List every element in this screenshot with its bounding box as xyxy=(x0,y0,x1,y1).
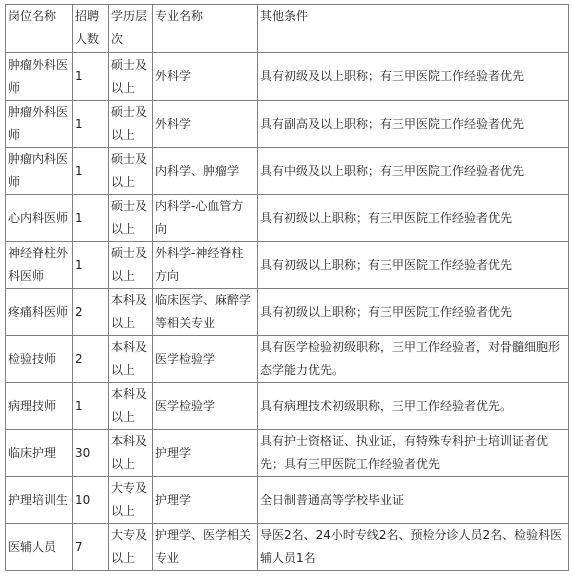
table-header-row xyxy=(6,5,569,53)
education-cell: 大专及以上 xyxy=(109,477,153,524)
table-row xyxy=(6,524,569,571)
conditions-cell: 全日制普通高等学校毕业证 xyxy=(258,477,569,524)
education-cell: 本科及以上 xyxy=(109,289,153,336)
count-cell: 1 xyxy=(73,53,109,101)
conditions-cell: 具有初级以上职称；有三甲医院工作经验者优先 xyxy=(258,195,569,242)
count-cell: 1 xyxy=(73,242,109,289)
recruitment-table xyxy=(5,4,569,571)
header-major: 专业名称 xyxy=(153,5,258,53)
education-cell: 本科及以上 xyxy=(109,383,153,430)
major-cell: 临床医学、麻醉学等相关专业 xyxy=(153,289,258,336)
major-cell: 医学检验学 xyxy=(153,383,258,430)
table-row xyxy=(6,383,569,430)
conditions-cell: 具有副高及以上职称；有三甲医院工作经验者优先 xyxy=(258,101,569,148)
post-cell: 医辅人员 xyxy=(6,524,73,571)
conditions-cell: 具有初级以上职称；有三甲医院工作经验者优先 xyxy=(258,289,569,336)
count-cell: 10 xyxy=(73,477,109,524)
conditions-cell: 具有病理技术初级职称，三甲工作经验者优先。 xyxy=(258,383,569,430)
header-conditions: 其他条件 xyxy=(258,5,569,53)
table-row xyxy=(6,148,569,195)
count-cell: 2 xyxy=(73,289,109,336)
conditions-cell: 导医2名、24小时专线2名、预检分诊人员2名、检验科医辅人员1名 xyxy=(258,524,569,571)
count-cell: 30 xyxy=(73,430,109,477)
post-cell: 病理技师 xyxy=(6,383,73,430)
major-cell: 内科学-心血管方向 xyxy=(153,195,258,242)
education-cell: 硕士及以上 xyxy=(109,148,153,195)
table-row xyxy=(6,53,569,101)
count-cell: 1 xyxy=(73,101,109,148)
major-cell: 外科学 xyxy=(153,53,258,101)
education-cell: 硕士及以上 xyxy=(109,195,153,242)
recruitment-table-container xyxy=(5,4,569,571)
table-row xyxy=(6,242,569,289)
education-cell: 大专及以上 xyxy=(109,524,153,571)
major-cell: 护理学 xyxy=(153,477,258,524)
header-education: 学历层次 xyxy=(109,5,153,53)
table-row xyxy=(6,195,569,242)
major-cell: 外科学-神经脊柱方向 xyxy=(153,242,258,289)
post-cell: 检验技师 xyxy=(6,336,73,383)
count-cell: 1 xyxy=(73,148,109,195)
count-cell: 1 xyxy=(73,195,109,242)
conditions-cell: 具有医学检验初级职称，三甲工作经验者，对骨髓细胞形态学能力优先。 xyxy=(258,336,569,383)
conditions-cell: 具有初级及以上职称；有三甲医院工作经验者优先 xyxy=(258,53,569,101)
header-count: 招聘人数 xyxy=(73,5,109,53)
table-row xyxy=(6,101,569,148)
major-cell: 医学检验学 xyxy=(153,336,258,383)
education-cell: 硕士及以上 xyxy=(109,242,153,289)
count-cell: 7 xyxy=(73,524,109,571)
education-cell: 硕士及以上 xyxy=(109,53,153,101)
post-cell: 肿瘤外科医师 xyxy=(6,101,73,148)
header-post: 岗位名称 xyxy=(6,5,73,53)
post-cell: 神经脊柱外科医师 xyxy=(6,242,73,289)
education-cell: 本科及以上 xyxy=(109,336,153,383)
table-row xyxy=(6,289,569,336)
post-cell: 护理培训生 xyxy=(6,477,73,524)
major-cell: 内科学、肿瘤学 xyxy=(153,148,258,195)
count-cell: 1 xyxy=(73,383,109,430)
post-cell: 疼痛科医师 xyxy=(6,289,73,336)
major-cell: 护理学 xyxy=(153,430,258,477)
table-row xyxy=(6,477,569,524)
education-cell: 硕士及以上 xyxy=(109,101,153,148)
post-cell: 肿瘤内科医师 xyxy=(6,148,73,195)
table-row xyxy=(6,336,569,383)
major-cell: 外科学 xyxy=(153,101,258,148)
conditions-cell: 具有中级及以上职称；有三甲医院工作经验者优先 xyxy=(258,148,569,195)
post-cell: 临床护理 xyxy=(6,430,73,477)
post-cell: 肿瘤外科医师 xyxy=(6,53,73,101)
conditions-cell: 具有护士资格证、执业证，有特殊专科护士培训证者优先；具有三甲医院工作经验者优先 xyxy=(258,430,569,477)
education-cell: 本科及以上 xyxy=(109,430,153,477)
table-row xyxy=(6,430,569,477)
post-cell: 心内科医师 xyxy=(6,195,73,242)
conditions-cell: 具有初级以上职称；有三甲医院工作经验者优先 xyxy=(258,242,569,289)
major-cell: 护理学、医学相关专业 xyxy=(153,524,258,571)
count-cell: 2 xyxy=(73,336,109,383)
